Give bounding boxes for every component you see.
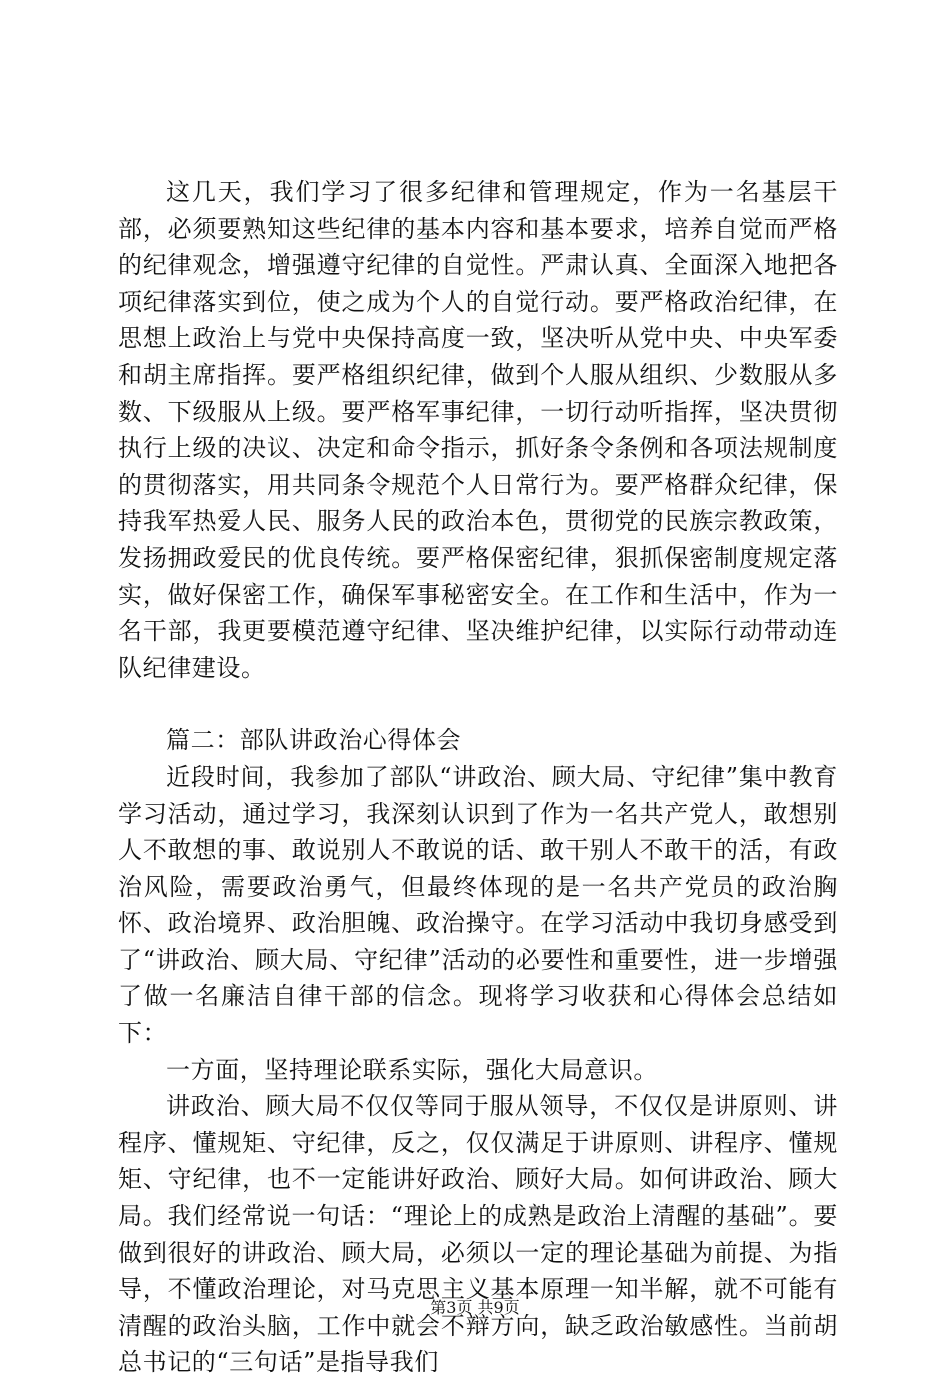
document-body <box>118 174 838 1381</box>
section-heading: 篇二：部队讲政治心得体会 <box>166 726 462 755</box>
paragraph-intro: 近段时间，我参加了部队“讲政治、顾大局、守纪律”集中教育学习活动，通过学习，我深刻认识到了作为一名共产党人，敢想别人不敢想的事、敢说别人不敢说的话、敢干别人不敢干的活，有政治风险，需要政治勇气，但最终体现的是一名共产党员的政治胸怀、政治境界、政治胆魄、政治操守。在学习活动中我切身感受到了“讲政治、顾大局、守纪律”活动的必要性和重要性，进一步增强了做一名廉洁自律干部的信念。现将学习收获和心得体会总结如下： <box>118 762 838 1048</box>
paragraph-politics: 讲政治、顾大局不仅仅等同于服从领导，不仅仅是讲原则、讲程序、懂规矩、守纪律，反之，仅仅满足于讲原则、讲程序、懂规矩、守纪律，也不一定能讲好政治、顾好大局。如何讲政治、顾大局。我们经常说一句话：“理论上的成熟是政治上清醒的基础”。要做到很好的讲政治、顾大局，必须以一定的理论基础为前提、为指导，不懂政治理论，对马克思主义基本原理一知半解，就不可能有清醒的政治头脑，工作中就会不辩方向，缺乏政治敏感性。当前胡总书记的“三句话”是指导我们 <box>118 1092 838 1377</box>
page-number-footer: 第3页 共9页 <box>430 1298 520 1317</box>
paragraph-subheading: 一方面，坚持理论联系实际，强化大局意识。 <box>166 1055 658 1084</box>
paragraph-spacer <box>118 686 838 722</box>
paragraph-discipline: 这几天，我们学习了很多纪律和管理规定，作为一名基层干部，必须要熟知这些纪律的基本内容和基本要求，培养自觉而严格的纪律观念，增强遵守纪律的自觉性。严肃认真、全面深入地把各项纪律落实到位，使之成为个人的自觉行动。要严格政治纪律，在思想上政治上与党中央保持高度一致，坚决听从党中央、中央军委和胡主席指挥。要严格组织纪律，做到个人服从组织、少数服从多数、下级服从上级。要严格军事纪律，一切行动听指挥，坚决贯彻执行上级的决议、决定和命令指示，抓好条令条例和各项法规制度的贯彻落实，用共同条令规范个人日常行为。要严格群众纪律，保持我军热爱人民、服务人民的政治本色，贯彻党的民族宗教政策，发扬拥政爱民的优良传统。要严格保密纪律，狠抓保密制度规定落实，做好保密工作，确保军事秘密安全。在工作和生活中，作为一名干部，我更要模范遵守纪律、坚决维护纪律，以实际行动带动连队纪律建设。 <box>118 178 838 682</box>
